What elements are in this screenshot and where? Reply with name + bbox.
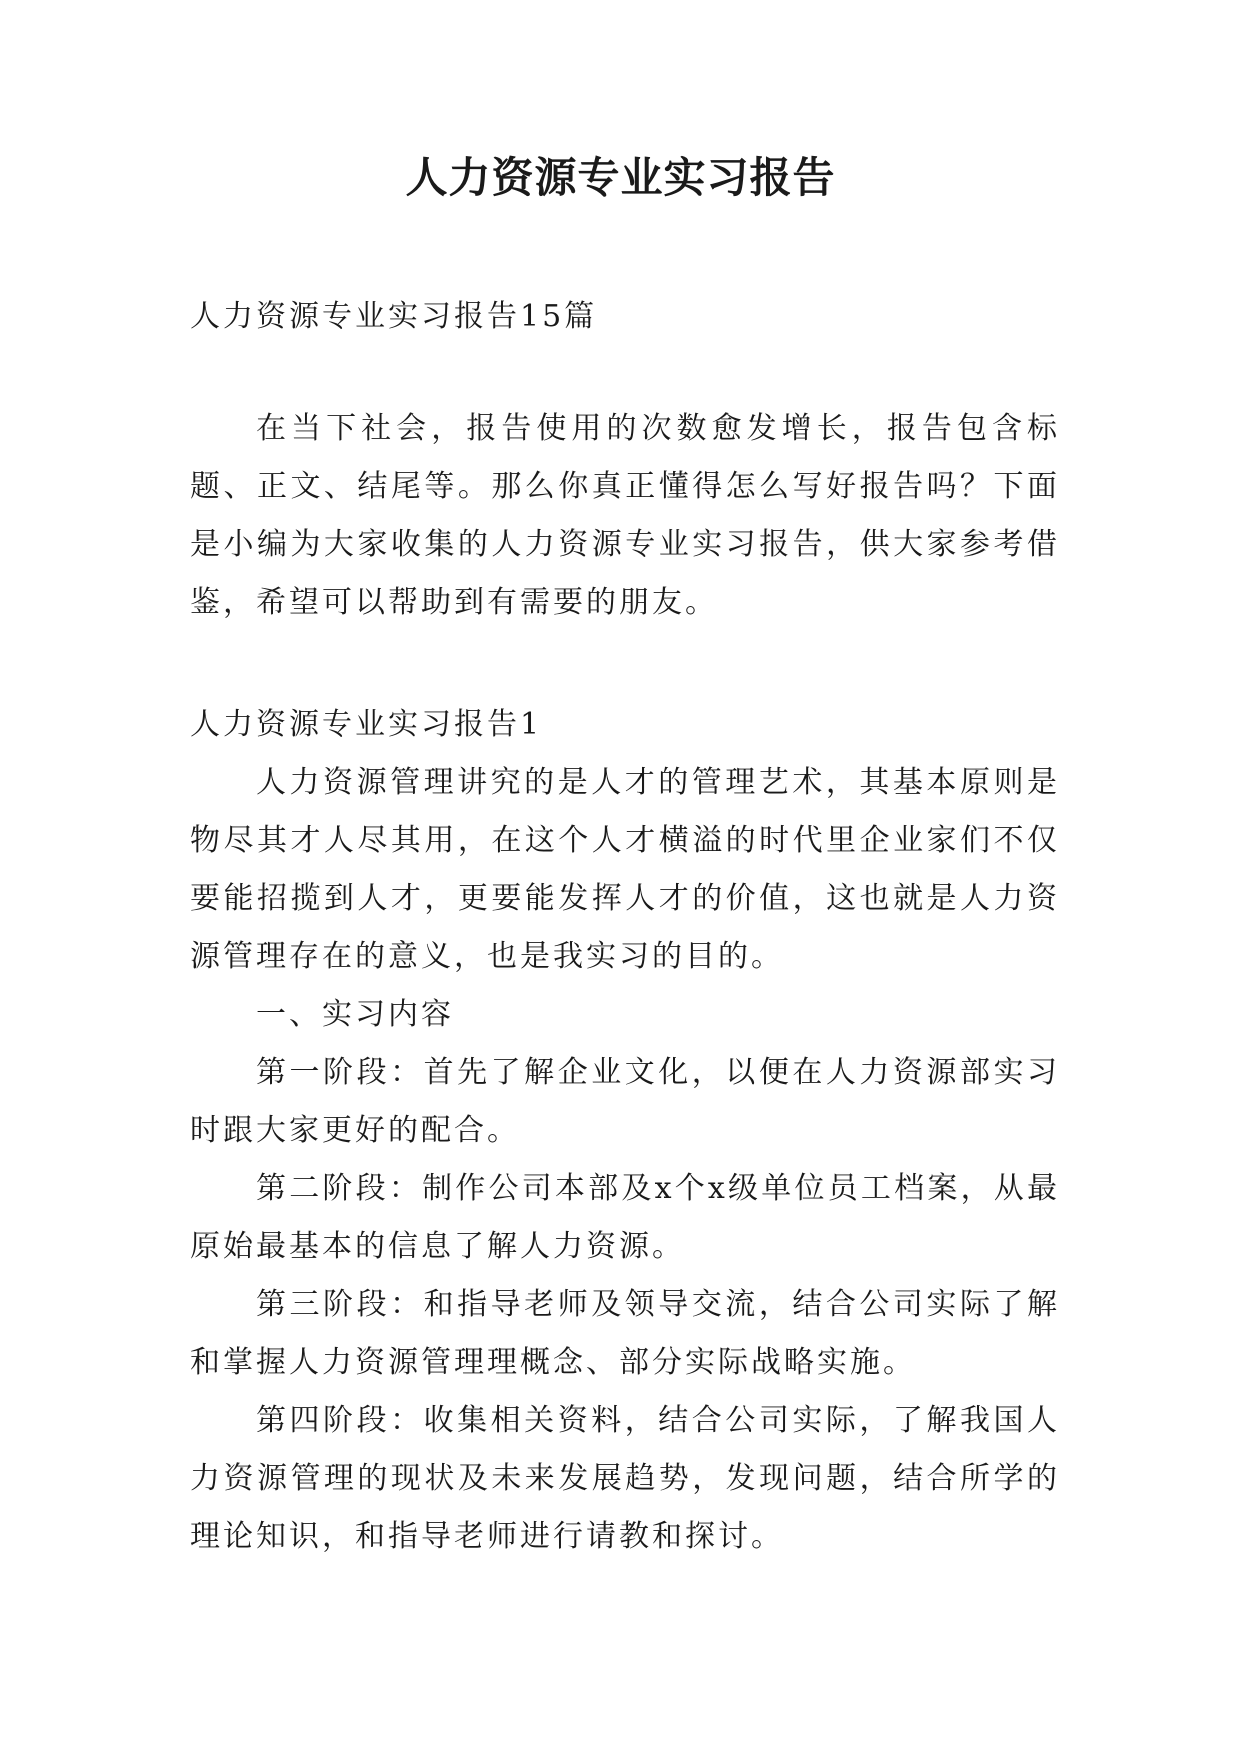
section-heading: 人力资源专业实习报告1 [190,707,543,742]
body-paragraph: 第一阶段：首先了解企业文化，以便在人力资源部实习时跟大家更好的配合。 [190,1055,1060,1148]
body-paragraph: 第二阶段：制作公司本部及x个x级单位员工档案，从最原始最基本的信息了解人力资源。 [190,1171,1060,1264]
document-title: 人力资源专业实习报告 [405,153,836,202]
subsection-heading: 一、实习内容 [256,997,454,1032]
document-subtitle: 人力资源专业实习报告15篇 [190,299,598,334]
body-paragraph: 第四阶段：收集相关资料，结合公司实际，了解我国人力资源管理的现状及未来发展趋势，发现问题，结合所学的理论知识，和指导老师进行请教和探讨。 [190,1403,1060,1554]
intro-paragraph: 在当下社会，报告使用的次数愈发增长，报告包含标题、正文、结尾等。那么你真正懂得怎么写好报告吗？下面是小编为大家收集的人力资源专业实习报告，供大家参考借鉴，希望可以帮助到有需要的朋友。 [190,411,1060,620]
body-paragraph: 第三阶段：和指导老师及领导交流，结合公司实际了解和掌握人力资源管理理概念、部分实际战略实施。 [190,1287,1060,1380]
body-paragraph: 人力资源管理讲究的是人才的管理艺术，其基本原则是物尽其才人尽其用，在这个人才横溢的时代里企业家们不仅要能招揽到人才，更要能发挥人才的价值，这也就是人力资源管理存在的意义，也是我实习的目的。 [190,765,1060,974]
report-body [190,754,1060,1566]
